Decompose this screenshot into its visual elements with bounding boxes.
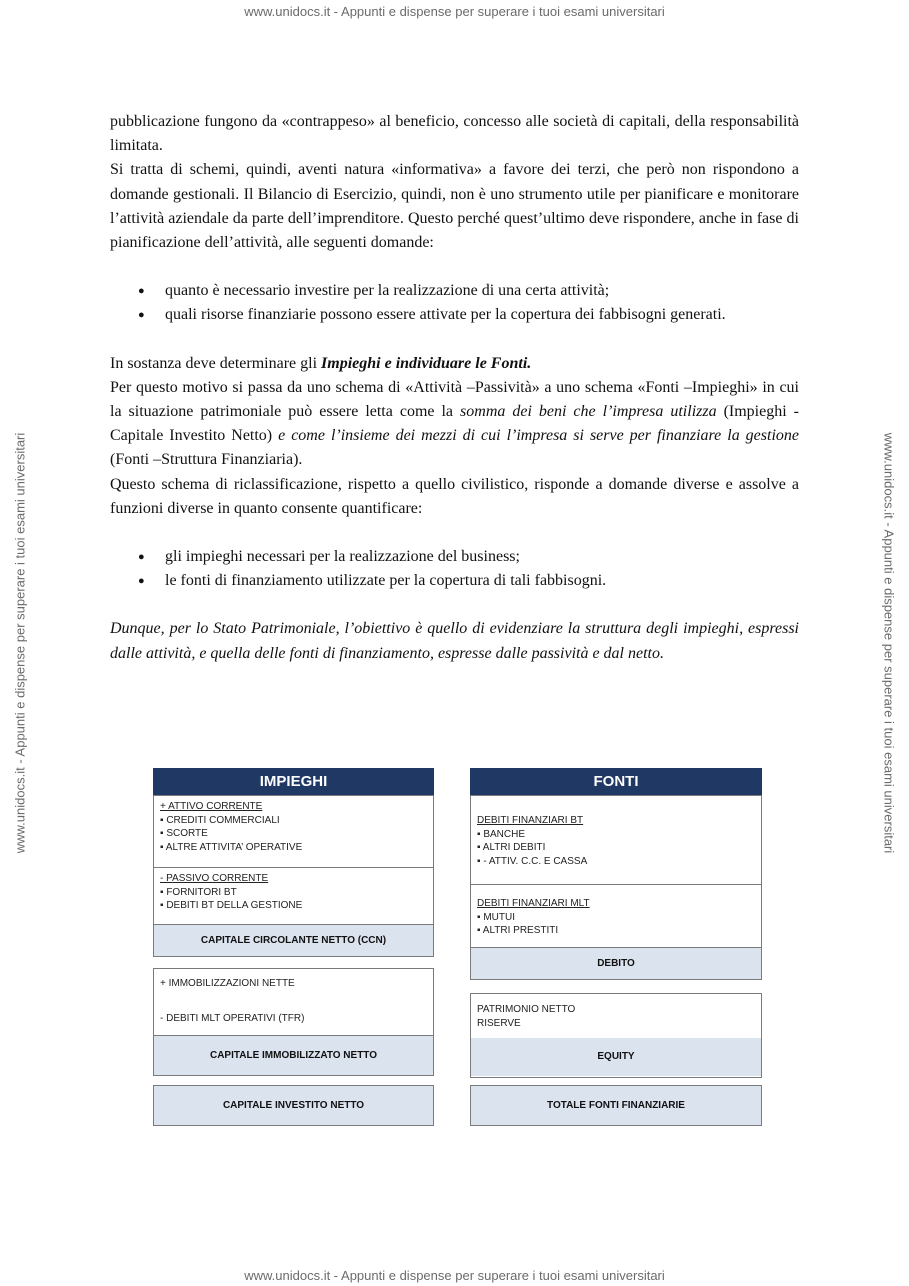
debiti-mlt-section <box>471 885 761 947</box>
ccn-total: CAPITALE CIRCOLANTE NETTO (CCN) <box>154 924 433 956</box>
list-item: ▪ - ATTIV. C.C. E CASSA <box>477 855 588 867</box>
debiti-mlt-title: DEBITI FINANZIARI MLT <box>477 898 590 909</box>
paragraph-4-a: Per questo motivo si passa da uno schema di «Attività –Passività» a uno schema «Fonti –Impieghi» in cui la situazione patrimoniale può essere letta come la <box>110 378 799 421</box>
impieghi-immobilizzato-box <box>153 968 434 1076</box>
list-item: ● quali risorse finanziarie possono essere attivate per la copertura dei fabbisogni generati. <box>110 303 799 327</box>
list-item: ▪ ALTRE ATTIVITA’ OPERATIVE <box>160 841 303 853</box>
tfr-label: - DEBITI MLT OPERATIVI (TFR) <box>160 1012 305 1024</box>
passivo-corrente-section <box>154 868 433 924</box>
attivo-corrente-section <box>154 796 433 868</box>
watermark-top: www.unidocs.it - Appunti e dispense per superare i tuoi esami universitari <box>244 4 665 19</box>
watermark-bottom: www.unidocs.it - Appunti e dispense per superare i tuoi esami universitari <box>244 1268 665 1283</box>
debiti-bt-section <box>471 796 761 885</box>
debito-total: DEBITO <box>471 947 761 979</box>
list-item: ▪ DEBITI BT DELLA GESTIONE <box>160 900 303 911</box>
list-item: ▪ FORNITORI BT <box>160 886 237 898</box>
fonti-debito-box <box>470 795 762 980</box>
paragraph-2: Si tratta di schemi, quindi, aventi natura «informativa» a favore dei terzi, che però non rispondono a domande gestionali. Il Bilancio di Esercizio, quindi, non è uno strumento utile per pianificare e monitorare l’attività aziendale da parte dell’imprenditore. Questo perché quest’ultimo deve rispondere, anche in fase di pianificazione dell’attività, alle seguenti domande: <box>110 161 799 252</box>
watermark-right: www.unidocs.it - Appunti e dispense per superare i tuoi esami universitari <box>881 432 897 854</box>
equity-total: EQUITY <box>471 1038 761 1076</box>
watermark-left: www.unidocs.it - Appunti e dispense per superare i tuoi esami universitari <box>12 432 28 854</box>
patrimonio-netto-label: PATRIMONIO NETTO <box>477 1004 576 1015</box>
riserve-label: RISERVE <box>477 1017 521 1029</box>
paragraph-1: pubblicazione fungono da «contrappeso» al beneficio, concesso alle società di capitali, della responsabilità limitata. <box>110 113 799 155</box>
paragraph-3-text: In sostanza deve determinare gli <box>110 354 322 372</box>
paragraph-4-c: (Impieghi -Capitale Investito Netto) <box>110 403 799 445</box>
capitale-investito-box <box>153 1085 434 1126</box>
debiti-bt-title: DEBITI FINANZIARI BT <box>477 815 584 826</box>
list-item: ▪ BANCHE <box>477 828 525 840</box>
fonti-header: FONTI <box>470 768 762 795</box>
totale-fonti-box <box>470 1085 762 1126</box>
list-item: ● gli impieghi necessari per la realizzazione del business; <box>110 545 799 569</box>
passivo-corrente-title: - PASSIVO CORRENTE <box>160 873 269 884</box>
impieghi-ccn-box <box>153 795 434 957</box>
capitale-immobilizzato-total: CAPITALE IMMOBILIZZATO NETTO <box>154 1035 433 1075</box>
impieghi-header: IMPIEGHI <box>153 768 434 795</box>
list-item: ● quanto è necessario investire per la realizzazione di una certa attività; <box>110 279 799 303</box>
fonti-equity-box <box>470 993 762 1078</box>
paragraph-4-e: (Fonti –Struttura Finanziaria). <box>110 451 303 469</box>
paragraph-4-d: e come l’insieme dei mezzi di cui l’impresa si serve per finanziare la gestione <box>278 427 800 445</box>
list-item: ▪ MUTUI <box>477 911 515 923</box>
paragraph-4-b: somma dei beni che l’impresa utilizza <box>460 403 717 421</box>
immobilizzazioni-section <box>154 969 433 1035</box>
immobilizzazioni-label: + IMMOBILIZZAZIONI NETTE <box>160 978 295 989</box>
paragraph-3 <box>110 352 799 376</box>
paragraph-6: Dunque, per lo Stato Patrimoniale, l’obiettivo è quello di evidenziare la struttura degli impieghi, espressi dalle attività, e quella delle fonti di finanziamento, espresse dalle passività e dal netto. <box>110 620 799 662</box>
capitale-investito-total: CAPITALE INVESTITO NETTO <box>154 1086 433 1125</box>
paragraph-4 <box>110 376 799 473</box>
list-item: ▪ ALTRI DEBITI <box>477 842 546 853</box>
list-item: ▪ CREDITI COMMERCIALI <box>160 814 280 826</box>
patrimonio-section <box>471 994 761 1038</box>
list-item: ▪ ALTRI PRESTITI <box>477 925 559 936</box>
list-item: ● le fonti di finanziamento utilizzate per la copertura di tali fabbisogni. <box>110 569 799 593</box>
bullet-list-2 <box>110 545 799 593</box>
paragraph-5: Questo schema di riclassificazione, rispetto a quello civilistico, risponde a domande diverse e assolve a funzioni diverse in quanto consente quantificare: <box>110 475 799 517</box>
list-item: ▪ SCORTE <box>160 828 208 839</box>
attivo-corrente-title: + ATTIVO CORRENTE <box>160 801 263 812</box>
bullet-list-1 <box>110 279 799 327</box>
paragraph-3-emphasis: Impieghi e individuare le Fonti. <box>321 354 532 372</box>
totale-fonti-total: TOTALE FONTI FINANZIARIE <box>471 1086 761 1125</box>
document-body <box>110 110 799 666</box>
